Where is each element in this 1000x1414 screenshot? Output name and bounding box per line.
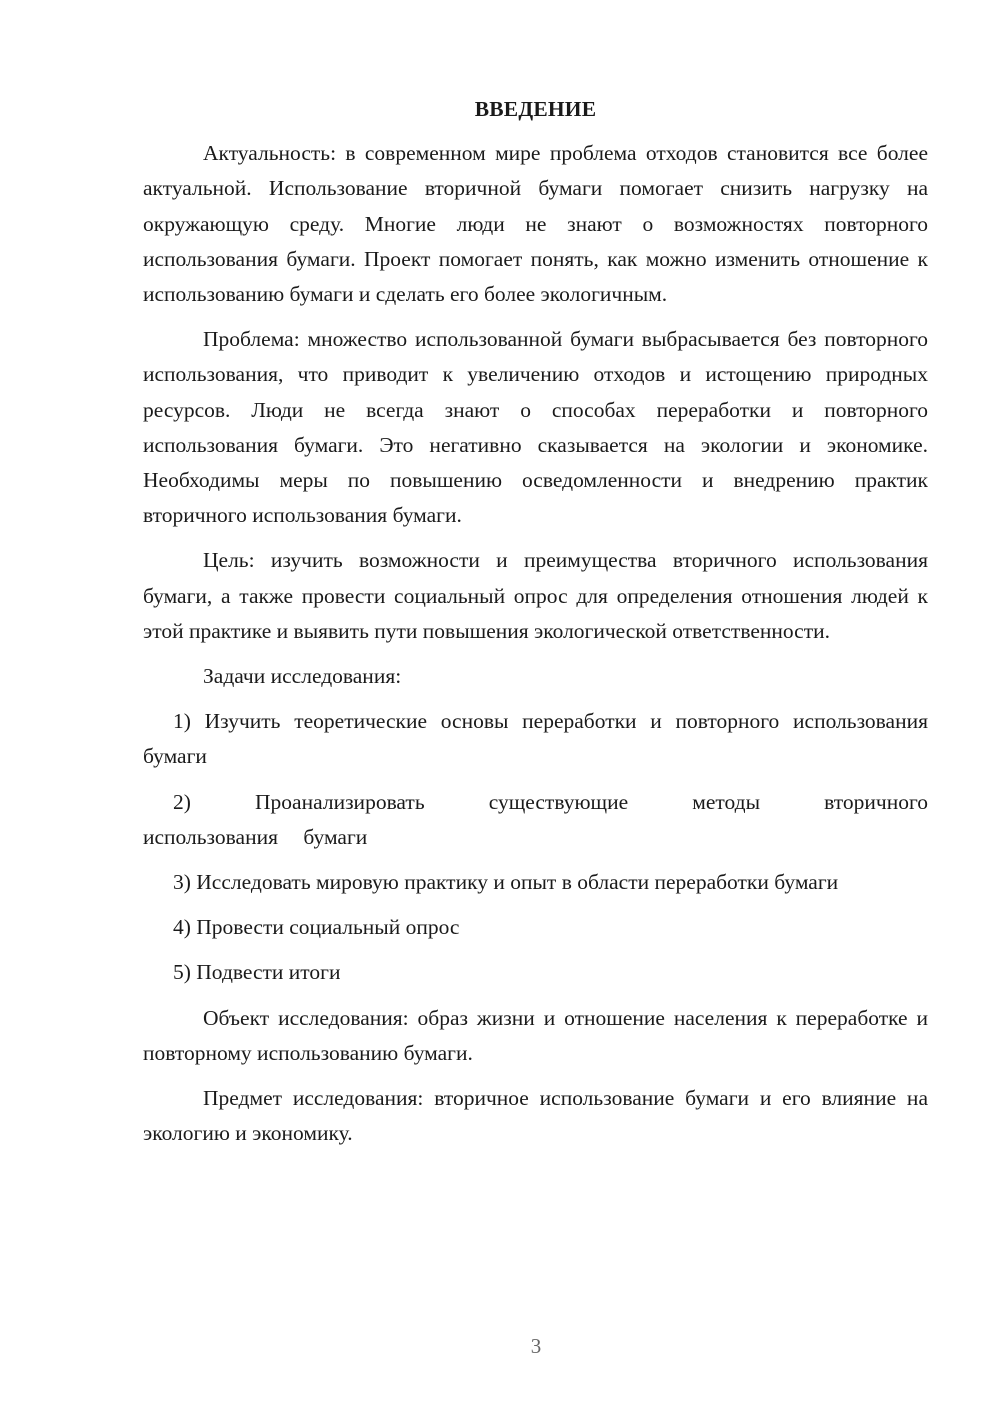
document-body xyxy=(143,92,928,1161)
page-number: 3 xyxy=(530,1334,542,1358)
tasks-title: Задачи исследования: xyxy=(203,664,402,689)
task-item-3: 3) Исследовать мировую практику и опыт в области переработки бумаги xyxy=(173,870,839,895)
object-paragraph: Объект исследования: образ жизни и отношение населения к переработке и повторному использованию бумаги. xyxy=(143,1005,928,1065)
goal-paragraph: Цель: изучить возможности и преимущества вторичного использования бумаги, а также провести социальный опрос для определения отношения людей к этой практике и выявить пути повышения экологической ответственности. xyxy=(143,548,928,643)
relevance-paragraph: Актуальность: в современном мире проблема отходов становится все более актуальной. Использование вторичной бумаги помогает снизить нагрузку на окружающую среду. Многие люди не знают о возможностях повторного использования бумаги. Проект помогает понять, как можно изменить отношение к использованию бумаги и сделать его более экологичным. xyxy=(143,141,928,307)
subject-paragraph: Предмет исследования: вторичное использование бумаги и его влияние на экологию и экономику. xyxy=(143,1086,928,1146)
task-item-1: 1) Изучить теоретические основы переработки и повторного использования бумаги xyxy=(143,709,928,769)
task-item-4: 4) Провести социальный опрос xyxy=(173,915,460,940)
problem-paragraph: Проблема: множество использованной бумаги выбрасывается без повторного использования, что приводит к увеличению отходов и истощению природных ресурсов. Люди не всегда знают о способах переработки и повторного использования бумаги. Это негативно сказывается на экологии и экономике. Необходимы меры по повышению осведомленности и внедрению практик вторичного использования бумаги. xyxy=(143,327,928,528)
task-item-2: 2) Проанализировать существующие методы вторичного использования бумаги xyxy=(143,789,928,849)
section-heading: ВВЕДЕНИЕ xyxy=(474,97,597,121)
task-item-5: 5) Подвести итоги xyxy=(173,960,341,985)
